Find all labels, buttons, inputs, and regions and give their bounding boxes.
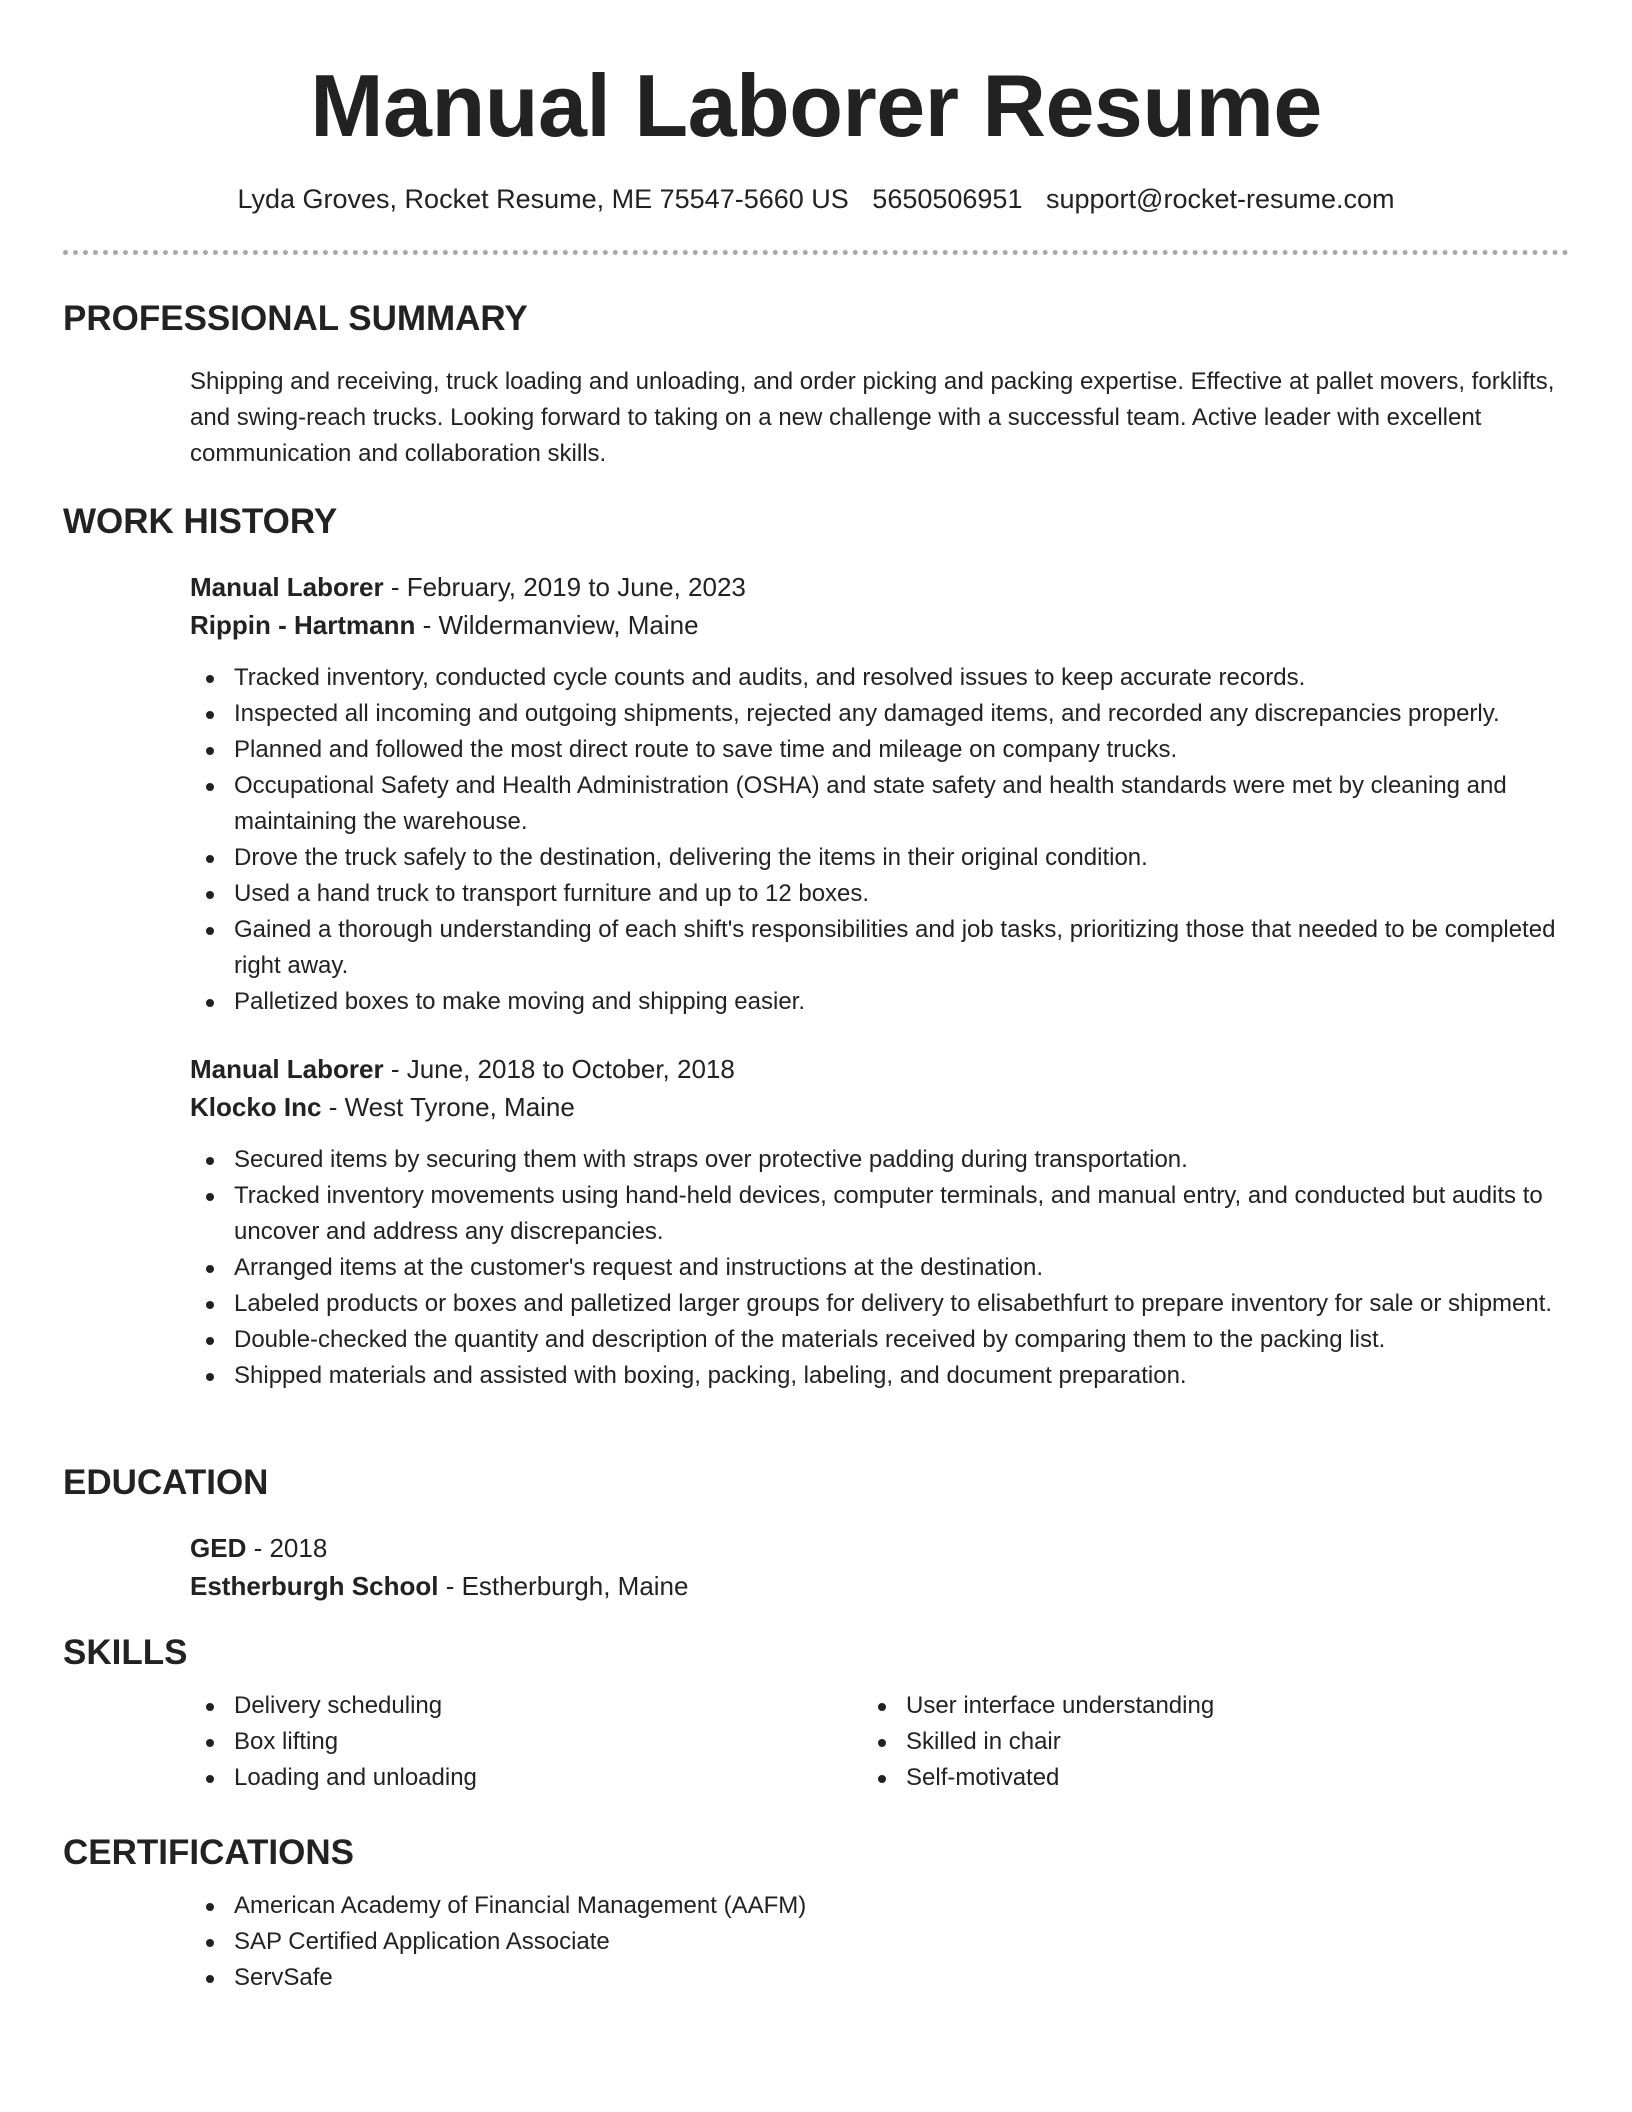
education-year: - 2018: [246, 1533, 328, 1563]
job-company-line: [190, 606, 1570, 644]
education-degree: GED: [190, 1533, 247, 1563]
summary-heading: PROFESSIONAL SUMMARY: [63, 299, 528, 338]
list-item: Tracked inventory movements using hand-held devices, computer terminals, and manual entry, and conducted but audits to uncover and address any discrepancies.: [190, 1178, 1570, 1250]
job-location: - Wildermanview, Maine: [415, 610, 699, 640]
skills-list-left: [190, 1688, 790, 1796]
list-item: Occupational Safety and Health Administration (OSHA) and state safety and health standards were met by cleaning and maintaining the warehouse.: [190, 768, 1570, 840]
list-item: American Academy of Financial Management (AAFM): [190, 1888, 1570, 1924]
education-entry: [190, 1529, 1570, 1605]
skills-list-right: [862, 1688, 1462, 1796]
job-duties-list: [190, 660, 1570, 1020]
contact-phone: 5650506951: [872, 184, 1023, 214]
job-dates: - February, 2019 to June, 2023: [383, 572, 746, 602]
summary-text: Shipping and receiving, truck loading and unloading, and order picking and packing expertise. Effective at pallet movers, forklifts, and swing-reach trucks. Looking forward to taking on a new challenge with a successful team. Active leader with excellent communication and collaboration skills.: [190, 368, 1555, 467]
list-item: Shipped materials and assisted with boxing, packing, labeling, and document preparation.: [190, 1358, 1570, 1394]
list-item: Labeled products or boxes and palletized larger groups for delivery to elisabethfurt to prepare inventory for sale or shipment.: [190, 1286, 1570, 1322]
education-school-line: [190, 1567, 1570, 1605]
list-item: Drove the truck safely to the destination, delivering the items in their original condition.: [190, 840, 1570, 876]
education-degree-line: [190, 1529, 1570, 1567]
job-title-line: [190, 1050, 1570, 1088]
contact-line: [0, 182, 1632, 216]
list-item: Arranged items at the customer's request and instructions at the destination.: [190, 1250, 1570, 1286]
list-item: Tracked inventory, conducted cycle counts and audits, and resolved issues to keep accurate records.: [190, 660, 1570, 696]
skills-heading: SKILLS: [63, 1633, 188, 1672]
list-item: Double-checked the quantity and description of the materials received by comparing them to the packing list.: [190, 1322, 1570, 1358]
list-item: Secured items by securing them with straps over protective padding during transportation.: [190, 1142, 1570, 1178]
certifications-heading: CERTIFICATIONS: [63, 1833, 355, 1872]
resume-title: Manual Laborer Resume: [310, 56, 1322, 155]
list-item: Inspected all incoming and outgoing shipments, rejected any damaged items, and recorded any discrepancies properly.: [190, 696, 1570, 732]
certifications-list: [190, 1888, 1570, 1996]
job-company: Rippin - Hartmann: [190, 610, 416, 640]
list-item: Gained a thorough understanding of each shift's responsibilities and job tasks, prioritizing those that needed to be completed right away.: [190, 912, 1570, 984]
education-heading: EDUCATION: [63, 1463, 269, 1502]
job-company: Klocko Inc: [190, 1092, 322, 1122]
list-item: Box lifting: [190, 1724, 790, 1760]
list-item: User interface understanding: [862, 1688, 1462, 1724]
work-history-heading: WORK HISTORY: [63, 502, 338, 541]
contact-email: support@rocket-resume.com: [1045, 184, 1395, 214]
job-dates: - June, 2018 to October, 2018: [383, 1054, 735, 1084]
list-item: Used a hand truck to transport furniture and up to 12 boxes.: [190, 876, 1570, 912]
job-title: Manual Laborer: [190, 572, 384, 602]
job-title-line: [190, 568, 1570, 606]
job-duties-list: [190, 1142, 1570, 1394]
job-entry-1: [190, 568, 1570, 1020]
education-school: Estherburgh School: [190, 1571, 439, 1601]
job-company-line: [190, 1088, 1570, 1126]
job-entry-2: [190, 1050, 1570, 1394]
list-item: SAP Certified Application Associate: [190, 1924, 1570, 1960]
list-item: Skilled in chair: [862, 1724, 1462, 1760]
list-item: Planned and followed the most direct route to save time and mileage on company trucks.: [190, 732, 1570, 768]
list-item: Loading and unloading: [190, 1760, 790, 1796]
header-divider: [63, 250, 1569, 255]
job-title: Manual Laborer: [190, 1054, 384, 1084]
education-location: - Estherburgh, Maine: [438, 1571, 689, 1601]
list-item: Self-motivated: [862, 1760, 1462, 1796]
list-item: Delivery scheduling: [190, 1688, 790, 1724]
list-item: ServSafe: [190, 1960, 1570, 1996]
contact-address: Lyda Groves, Rocket Resume, ME 75547-5660 US: [237, 184, 849, 214]
list-item: Palletized boxes to make moving and shipping easier.: [190, 984, 1570, 1020]
job-location: - West Tyrone, Maine: [321, 1092, 575, 1122]
